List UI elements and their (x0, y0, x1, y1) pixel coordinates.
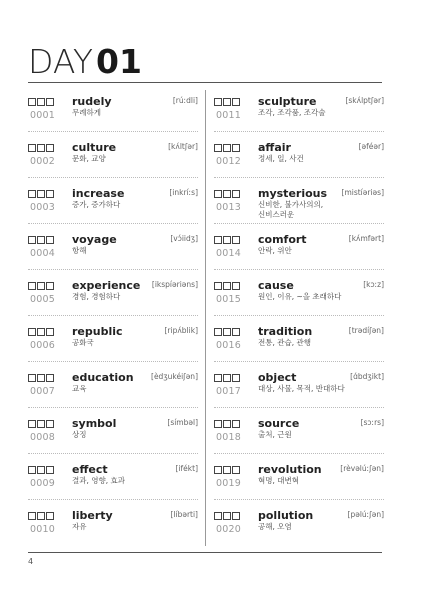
vocab-entry (214, 408, 384, 454)
review-checkboxes (214, 190, 240, 198)
review-checkboxes (214, 466, 240, 474)
vocab-word: affair (258, 141, 291, 154)
review-checkbox[interactable] (223, 512, 231, 520)
vocab-word: object (258, 371, 297, 384)
korean-meaning: 공화국 (72, 338, 94, 347)
vocab-word: source (258, 417, 300, 430)
review-checkboxes (214, 512, 240, 520)
vocab-entry (214, 362, 384, 408)
review-checkbox[interactable] (37, 420, 45, 428)
review-checkbox[interactable] (37, 328, 45, 336)
review-checkboxes (28, 282, 54, 290)
review-checkboxes (214, 420, 240, 428)
korean-meaning: 대상, 사물, 목적, 반대하다 (258, 384, 345, 393)
entry-number: 0009 (30, 478, 55, 489)
entry-number: 0010 (30, 524, 55, 535)
vocab-entry (28, 132, 198, 178)
review-checkbox[interactable] (28, 144, 36, 152)
review-checkbox[interactable] (37, 512, 45, 520)
review-checkbox[interactable] (46, 282, 54, 290)
vocab-word: voyage (72, 233, 117, 246)
review-checkbox[interactable] (214, 420, 222, 428)
review-checkbox[interactable] (214, 236, 222, 244)
review-checkbox[interactable] (37, 236, 45, 244)
entry-number: 0002 (30, 156, 55, 167)
phonetic-transcription: [pəlúːʃən] (347, 510, 384, 519)
review-checkboxes (214, 374, 240, 382)
korean-meaning: 문화, 교양 (72, 154, 106, 163)
korean-meaning: 공해, 오염 (258, 522, 292, 531)
phonetic-transcription: [kʌ́mfərt] (348, 234, 384, 243)
page-number: 4 (28, 557, 34, 566)
phonetic-transcription: [vɔ́iidʒ] (170, 234, 198, 243)
entry-number: 0017 (216, 386, 241, 397)
vocab-entry (28, 316, 198, 362)
vocab-entry (28, 86, 198, 132)
vocab-word: revolution (258, 463, 322, 476)
vocab-word: sculpture (258, 95, 317, 108)
vocab-word: experience (72, 279, 141, 292)
review-checkboxes (214, 144, 240, 152)
review-checkbox[interactable] (46, 512, 54, 520)
korean-meaning: 정세, 일, 사건 (258, 154, 304, 163)
review-checkbox[interactable] (223, 374, 231, 382)
phonetic-transcription: [ifékt] (175, 464, 198, 473)
korean-meaning: 무례하게 (72, 108, 101, 117)
review-checkbox[interactable] (46, 236, 54, 244)
vocab-entry (28, 454, 198, 500)
phonetic-transcription: [ɑ́bdʒikt] (350, 372, 384, 381)
korean-meaning: 신비한, 불가사의의, 신비스러운 (258, 200, 324, 219)
vocab-word: mysterious (258, 187, 328, 200)
entry-number: 0019 (216, 478, 241, 489)
entry-number: 0006 (30, 340, 55, 351)
review-checkboxes (28, 98, 54, 106)
review-checkbox[interactable] (46, 328, 54, 336)
top-rule (28, 82, 382, 83)
vocab-entry (214, 86, 384, 132)
day-number: 01 (96, 42, 142, 81)
review-checkbox[interactable] (214, 374, 222, 382)
vocab-entry (214, 224, 384, 270)
vocab-word: comfort (258, 233, 307, 246)
korean-meaning: 교육 (72, 384, 87, 393)
review-checkboxes (28, 144, 54, 152)
right-column (214, 86, 384, 546)
phonetic-transcription: [kɔːz] (363, 280, 384, 289)
review-checkbox[interactable] (214, 144, 222, 152)
vocab-entry (214, 500, 384, 546)
phonetic-transcription: [skʌ́lptʃər] (345, 96, 384, 105)
vocab-entry (214, 316, 384, 362)
review-checkboxes (28, 328, 54, 336)
review-checkbox[interactable] (37, 374, 45, 382)
korean-meaning: 전통, 관습, 관행 (258, 338, 312, 347)
phonetic-transcription: [ripʌ́blik] (164, 326, 198, 335)
review-checkboxes (28, 466, 54, 474)
vocab-entry (214, 270, 384, 316)
review-checkbox[interactable] (223, 328, 231, 336)
review-checkbox[interactable] (223, 466, 231, 474)
review-checkboxes (214, 282, 240, 290)
korean-meaning: 출처, 근원 (258, 430, 292, 439)
vocab-word: tradition (258, 325, 313, 338)
review-checkbox[interactable] (232, 98, 240, 106)
review-checkbox[interactable] (46, 98, 54, 106)
review-checkbox[interactable] (232, 236, 240, 244)
phonetic-transcription: [èdʒukéiʃən] (151, 372, 198, 381)
review-checkbox[interactable] (214, 328, 222, 336)
korean-meaning: 안락, 위안 (258, 246, 292, 255)
vocab-entry (28, 500, 198, 546)
vocab-entry (28, 224, 198, 270)
review-checkbox[interactable] (232, 466, 240, 474)
bottom-rule (28, 552, 382, 553)
review-checkbox[interactable] (37, 282, 45, 290)
review-checkbox[interactable] (28, 374, 36, 382)
vocab-word: rudely (72, 95, 112, 108)
phonetic-transcription: [mistíəriəs] (341, 188, 384, 197)
vocab-word: republic (72, 325, 123, 338)
phonetic-transcription: [rèvəlúːʃən] (340, 464, 384, 473)
vocab-entry (28, 408, 198, 454)
entry-number: 0016 (216, 340, 241, 351)
korean-meaning: 혁명, 대변혁 (258, 476, 299, 485)
review-checkboxes (28, 512, 54, 520)
entry-number: 0011 (216, 110, 241, 121)
vocab-entry (214, 178, 384, 224)
review-checkbox[interactable] (223, 144, 231, 152)
vocab-entry (214, 132, 384, 178)
review-checkbox[interactable] (223, 282, 231, 290)
left-column (28, 86, 198, 546)
review-checkbox[interactable] (232, 144, 240, 152)
review-checkbox[interactable] (223, 98, 231, 106)
entry-number: 0012 (216, 156, 241, 167)
review-checkboxes (214, 98, 240, 106)
review-checkbox[interactable] (37, 98, 45, 106)
phonetic-transcription: [símbəl] (167, 418, 198, 427)
korean-meaning: 증가, 증가하다 (72, 200, 121, 209)
entry-number: 0007 (30, 386, 55, 397)
review-checkbox[interactable] (223, 420, 231, 428)
vocab-word: culture (72, 141, 117, 154)
review-checkboxes (28, 236, 54, 244)
review-checkbox[interactable] (214, 190, 222, 198)
phonetic-transcription: [əféər] (358, 142, 384, 151)
review-checkbox[interactable] (28, 512, 36, 520)
entry-number: 0004 (30, 248, 55, 259)
review-checkbox[interactable] (37, 144, 45, 152)
review-checkboxes (214, 328, 240, 336)
review-checkbox[interactable] (46, 374, 54, 382)
vocab-word: increase (72, 187, 125, 200)
korean-meaning: 상징 (72, 430, 87, 439)
review-checkbox[interactable] (28, 190, 36, 198)
phonetic-transcription: [inkríːs] (169, 188, 198, 197)
review-checkbox[interactable] (214, 282, 222, 290)
review-checkboxes (28, 374, 54, 382)
korean-meaning: 원인, 이유, ~을 초래하다 (258, 292, 342, 301)
entry-number: 0014 (216, 248, 241, 259)
review-checkbox[interactable] (214, 512, 222, 520)
review-checkbox[interactable] (232, 282, 240, 290)
entry-number: 0018 (216, 432, 241, 443)
review-checkbox[interactable] (232, 190, 240, 198)
vocab-word: pollution (258, 509, 314, 522)
review-checkbox[interactable] (28, 282, 36, 290)
review-checkbox[interactable] (28, 420, 36, 428)
day-label: DAY (28, 42, 94, 81)
review-checkbox[interactable] (223, 236, 231, 244)
review-checkbox[interactable] (232, 512, 240, 520)
review-checkbox[interactable] (46, 420, 54, 428)
phonetic-transcription: [líbərti] (170, 510, 198, 519)
vocab-entry (28, 178, 198, 224)
vocab-word: liberty (72, 509, 113, 522)
korean-meaning: 자유 (72, 522, 87, 531)
entry-number: 0008 (30, 432, 55, 443)
vocab-word: effect (72, 463, 108, 476)
review-checkbox[interactable] (46, 190, 54, 198)
vocab-entry (28, 270, 198, 316)
korean-meaning: 조각, 조각품, 조각술 (258, 108, 326, 117)
phonetic-transcription: [rúːdli] (172, 96, 198, 105)
entry-number: 0001 (30, 110, 55, 121)
korean-meaning: 경험, 경험하다 (72, 292, 121, 301)
entry-number: 0005 (30, 294, 55, 305)
review-checkboxes (28, 190, 54, 198)
review-checkbox[interactable] (232, 374, 240, 382)
korean-meaning: 결과, 영향, 효과 (72, 476, 126, 485)
review-checkbox[interactable] (232, 328, 240, 336)
phonetic-transcription: [trədíʃən] (348, 326, 384, 335)
entry-number: 0003 (30, 202, 55, 213)
entry-number: 0020 (216, 524, 241, 535)
vocab-word: cause (258, 279, 294, 292)
review-checkbox[interactable] (223, 190, 231, 198)
phonetic-transcription: [ikspíəriəns] (151, 280, 198, 289)
entry-number: 0015 (216, 294, 241, 305)
phonetic-transcription: [kʌ́ltʃər] (168, 142, 198, 151)
review-checkboxes (214, 236, 240, 244)
review-checkbox[interactable] (37, 190, 45, 198)
review-checkbox[interactable] (37, 466, 45, 474)
vocab-entry (28, 362, 198, 408)
review-checkbox[interactable] (28, 236, 36, 244)
review-checkbox[interactable] (214, 466, 222, 474)
page-title (28, 38, 142, 81)
review-checkbox[interactable] (28, 466, 36, 474)
column-divider (205, 90, 206, 546)
review-checkbox[interactable] (46, 144, 54, 152)
entry-number: 0013 (216, 202, 241, 213)
review-checkbox[interactable] (46, 466, 54, 474)
korean-meaning: 항해 (72, 246, 87, 255)
vocab-word: symbol (72, 417, 117, 430)
review-checkbox[interactable] (232, 420, 240, 428)
review-checkbox[interactable] (214, 98, 222, 106)
review-checkbox[interactable] (28, 98, 36, 106)
vocab-word: education (72, 371, 134, 384)
review-checkboxes (28, 420, 54, 428)
review-checkbox[interactable] (28, 328, 36, 336)
vocab-entry (214, 454, 384, 500)
phonetic-transcription: [sɔːrs] (360, 418, 384, 427)
